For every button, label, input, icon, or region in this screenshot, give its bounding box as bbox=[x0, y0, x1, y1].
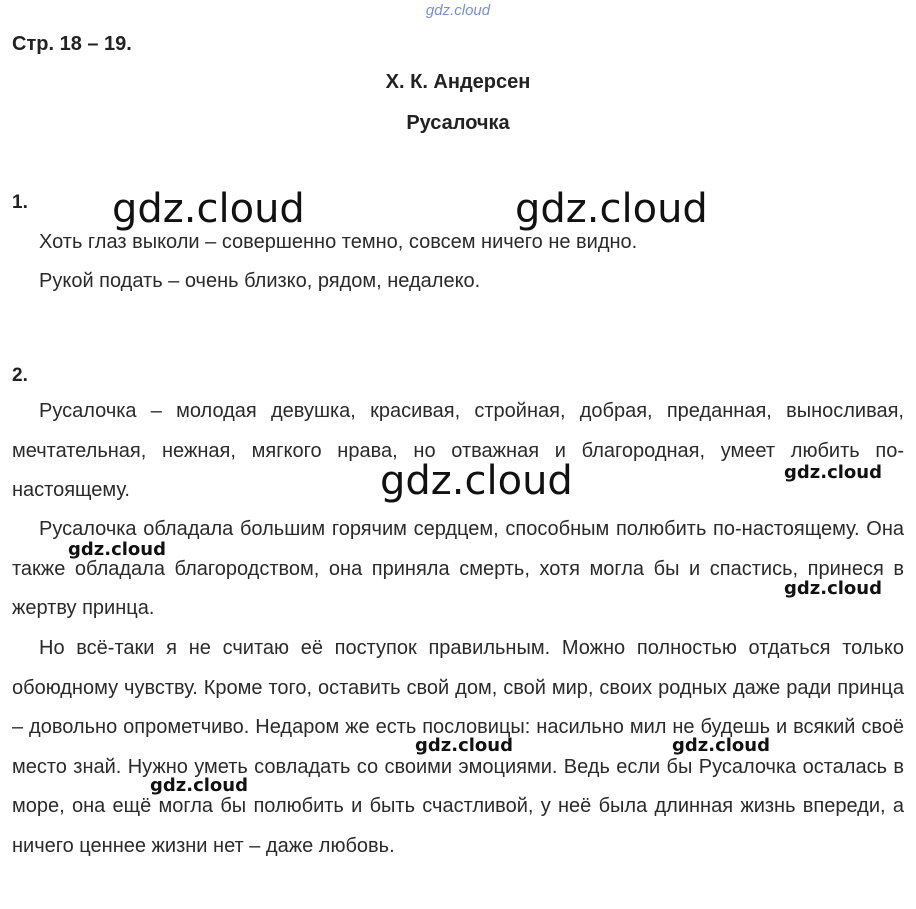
task-1-line-2: Рукой подать – очень близко, рядом, недалеко. bbox=[39, 270, 481, 292]
author-heading: Х. К. Андерсен bbox=[385, 71, 531, 93]
task-1-number: 1. bbox=[12, 192, 28, 213]
task-1-line-1: Хоть глаз выколи – совершенно темно, совсем ничего не видно. bbox=[39, 231, 638, 253]
watermark: gdz.cloud bbox=[784, 578, 882, 599]
page-reference: Стр. 18 – 19. bbox=[12, 33, 132, 55]
story-title: Русалочка bbox=[406, 112, 510, 134]
watermark: gdz.cloud bbox=[380, 458, 573, 504]
watermark: gdz.cloud bbox=[515, 186, 708, 232]
task-2-paragraph-2: Русалочка обладала большим горячим сердцем, способным полюбить по-настоящему. Она также обладала благородством, она приняла смерть, хотя могла бы и спастись, принеся в жертву принца. bbox=[12, 518, 904, 619]
watermark: gdz.cloud bbox=[68, 539, 166, 560]
watermark: gdz.cloud bbox=[112, 186, 305, 232]
task-2-paragraph-3: Но всё-таки я не считаю её поступок правильным. Можно полностью отдаться только обоюдному чувству. Кроме того, оставить свой дом, свой мир, своих родных даже ради принца – довольно опрометчиво. Недаром же есть пословицы: насильно мил не будешь и всякий своё место знай. Нужно уметь совладать со своими эмоциями. Ведь если бы Русалочка осталась в море, она ещё могла бы полюбить и быть счастливой, у неё была длинная жизнь впереди, а ничего ценнее жизни нет – даже любовь. bbox=[12, 637, 904, 857]
task-2-paragraph-1: Русалочка – молодая девушка, красивая, стройная, добрая, преданная, выносливая, мечтательная, нежная, мягкого нрава, но отважная и благородная, умеет любить по-настоящему. bbox=[12, 400, 904, 501]
watermark: gdz.cloud bbox=[150, 775, 248, 796]
top-watermark: gdz.cloud bbox=[425, 2, 491, 19]
watermark: gdz.cloud bbox=[784, 462, 882, 483]
task-2-number: 2. bbox=[12, 365, 28, 386]
watermark: gdz.cloud bbox=[415, 735, 513, 756]
watermark: gdz.cloud bbox=[672, 735, 770, 756]
